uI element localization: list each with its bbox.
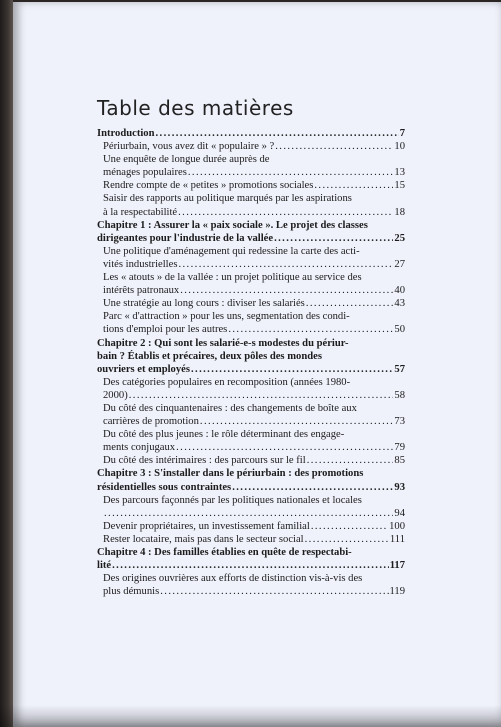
chapter-entry: Chapitre 3 : S'installer dans le périurbain : des promotions — [97, 468, 364, 480]
section-entry — [97, 284, 405, 297]
page-number: 100 — [389, 520, 405, 532]
section-entry: Une politique d'aménagement qui redessine la carte des acti- — [103, 245, 360, 257]
section-entry — [97, 179, 405, 192]
table-of-contents — [97, 127, 405, 598]
section-entry — [97, 520, 405, 533]
entry-text: Rester locataire, mais pas dans le secteur social — [103, 533, 304, 545]
dot-leader — [104, 507, 393, 520]
page-number: 40 — [394, 285, 405, 297]
entry-text: ouvriers et employés — [97, 363, 190, 375]
section-entry: Du côté des cinquantenaires : des changements de boîte aux — [103, 402, 357, 414]
entry-text: dirigeantes pour l'industrie de la vallée — [97, 232, 274, 244]
section-entry — [97, 585, 405, 598]
dot-leader — [307, 454, 394, 467]
section-entry — [97, 389, 405, 402]
chapter-entry: Chapitre 1 : Assurer la « paix sociale ». Le projet des classes — [97, 219, 368, 231]
chapter-entry: Chapitre 4 : Des familles établies en quête de respectabi- — [97, 547, 352, 558]
section-entry — [97, 297, 405, 310]
page-number: 111 — [389, 533, 405, 545]
section-entry — [97, 441, 405, 454]
page-number: 117 — [389, 560, 405, 572]
section-entry: Une enquête de longue durée auprès de — [103, 154, 270, 166]
page-number: 85 — [394, 455, 405, 467]
dot-leader — [305, 533, 389, 546]
section-entry: Du côté des plus jeunes : le rôle déterminant des engage- — [103, 429, 345, 441]
dot-leader — [275, 140, 393, 153]
section-entry — [97, 507, 405, 520]
entry-text: tions d'emploi pour les autres — [103, 324, 228, 336]
entry-text: Devenir propriétaires, un investissement familial — [103, 520, 310, 532]
dot-leader — [178, 206, 393, 219]
section-entry — [97, 258, 405, 271]
page-number: 57 — [394, 363, 405, 375]
chapter-entry — [97, 127, 405, 140]
dot-leader — [228, 323, 393, 336]
page-number: 119 — [389, 586, 405, 598]
dot-leader — [112, 559, 389, 572]
entry-text: carrières de promotion — [103, 416, 199, 428]
page-number: 94 — [394, 507, 405, 519]
entry-text: 2000) — [103, 389, 128, 401]
chapter-entry — [97, 232, 405, 245]
entry-text: vités industrielles — [103, 258, 178, 270]
entry-text: intérêts patronaux — [103, 285, 180, 297]
page-number: 93 — [394, 481, 405, 493]
page-number: 15 — [394, 180, 405, 192]
entry-text: ments conjugaux — [103, 442, 176, 454]
page-title: Table des matières — [97, 96, 294, 120]
section-entry: Des catégories populaires en recomposition (années 1980- — [103, 376, 351, 388]
page-number: 27 — [394, 258, 405, 270]
section-entry: Des parcours façonnés par les politiques nationales et locales — [103, 494, 362, 506]
entry-text: Introduction — [97, 128, 155, 139]
page-number: 43 — [394, 298, 405, 310]
entry-text: lité — [97, 560, 112, 572]
entry-text: plus démunis — [103, 586, 160, 598]
section-entry — [97, 166, 405, 179]
entry-text: Périurbain, vous avez dit « populaire » ? — [103, 141, 275, 153]
page-number: 25 — [394, 232, 405, 244]
section-entry — [97, 415, 405, 428]
page-number: 18 — [394, 206, 405, 218]
section-entry — [97, 140, 405, 153]
entry-text: à la respectabilité — [103, 206, 178, 218]
section-entry: Saisir des rapports au politique marqués par les aspirations — [103, 193, 352, 205]
section-entry — [97, 206, 405, 219]
dot-leader — [180, 284, 393, 297]
dot-leader — [129, 389, 394, 402]
page-number: 79 — [394, 442, 405, 454]
page-number: 10 — [394, 141, 405, 153]
entry-text: ménages populaires — [103, 167, 187, 179]
entry-text: Rendre compte de « petites » promotions sociales — [103, 180, 314, 192]
entry-text: résidentielles sous contraintes — [97, 481, 232, 493]
entry-text: Du côté des intérimaires : des parcours sur le fil — [103, 455, 306, 467]
dot-leader — [200, 415, 394, 428]
chapter-entry — [97, 559, 405, 572]
dot-leader — [160, 585, 388, 598]
dot-leader — [232, 481, 393, 494]
page-shadow — [0, 705, 501, 727]
chapter-entry: Chapitre 2 : Qui sont les salarié-e-s modestes du périur- — [97, 337, 349, 349]
section-entry — [97, 454, 405, 467]
page-number: 13 — [394, 167, 405, 179]
dot-leader — [191, 363, 393, 376]
dot-leader — [188, 166, 394, 179]
chapter-entry — [97, 363, 405, 376]
section-entry: Des origines ouvrières aux efforts de distinction vis-à-vis des — [103, 573, 363, 585]
dot-leader — [176, 441, 393, 454]
section-entry: Les « atouts » de la vallée : un projet politique au service des — [103, 272, 362, 284]
page-number: 73 — [394, 416, 405, 428]
chapter-entry — [97, 481, 405, 494]
chapter-entry: bain ? Établis et précaires, deux pôles des mondes — [97, 350, 322, 362]
section-entry — [97, 533, 405, 546]
book-spine-edge — [0, 0, 13, 727]
page-number: 7 — [399, 128, 405, 139]
page-number: 58 — [394, 389, 405, 401]
entry-text: Une stratégie au long cours : diviser les salariés — [103, 298, 305, 310]
dot-leader — [156, 127, 399, 140]
page-number: 50 — [394, 324, 405, 336]
dot-leader — [306, 297, 394, 310]
dot-leader — [274, 232, 393, 245]
dot-leader — [314, 179, 393, 192]
section-entry: Parc « d'attraction » pour les uns, segmentation des condi- — [103, 311, 350, 323]
section-entry — [97, 323, 405, 336]
dot-leader — [178, 258, 393, 271]
dot-leader — [311, 520, 388, 533]
